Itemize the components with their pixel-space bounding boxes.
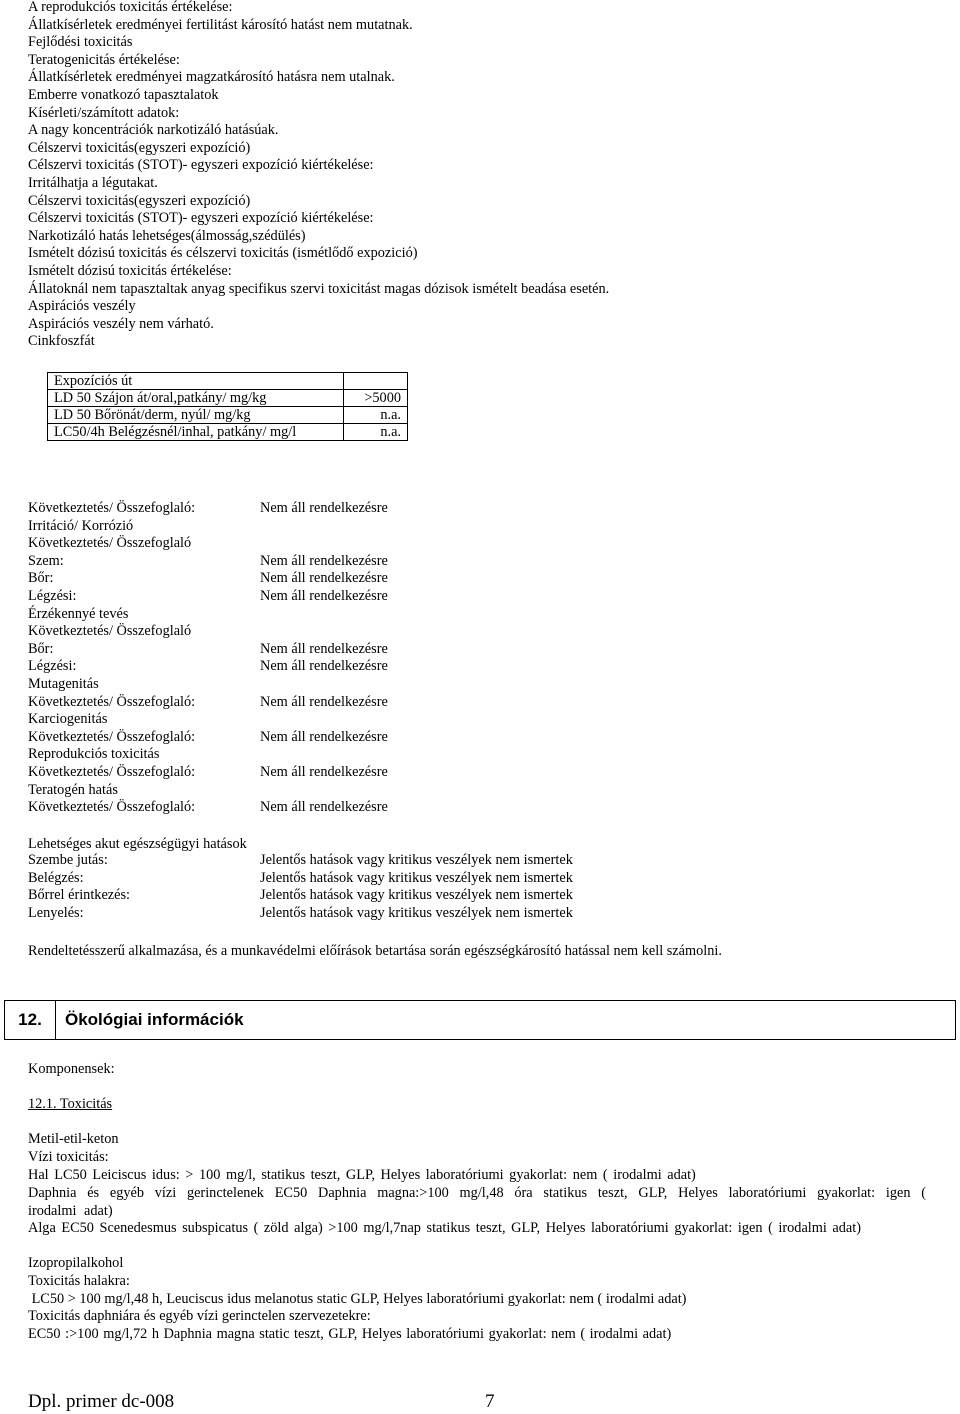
- text-line: Emberre vonatkozó tapasztalatok: [28, 86, 219, 103]
- acute-effects-title: Lehetséges akut egészségügyi hatások: [28, 836, 247, 852]
- acute-effects-values: [260, 852, 573, 922]
- mek-alga: Alga EC50 Scenedesmus subspicatus ( zöld alga) >100 mg/l,7nap statikus teszt, GLP, Helyes laboratóriumi gyakorlat: igen ( irodalmi adat): [28, 1220, 862, 1236]
- text-line: Cinkfoszfát: [28, 333, 95, 350]
- acute-effect-label: Lenyelés:: [28, 904, 84, 921]
- acute-effect-label: Szembe jutás:: [28, 852, 108, 868]
- exposure-route: LC50/4h Belégzésnél/inhal, patkány/ mg/l: [48, 424, 344, 441]
- acute-effect-value: Jelentős hatások vagy kritikus veszélyek nem ismertek: [260, 887, 573, 904]
- conclusion-value: Nem áll rendelkezésre: [260, 658, 388, 675]
- conclusion-label: Következtetés/ Összefoglaló: [28, 535, 192, 552]
- section-number: 12.: [5, 1001, 56, 1039]
- conclusion-value: Nem áll rendelkezésre: [260, 763, 388, 780]
- section-header: [4, 1000, 956, 1040]
- conclusion-label: Irritáció/ Korrózió: [28, 517, 134, 534]
- conclusions-values: [260, 500, 388, 817]
- conclusion-value: Nem áll rendelkezésre: [260, 799, 388, 816]
- ipa-fish: LC50 > 100 mg/l,48 h, Leuciscus idus melanotus static GLP, Helyes laboratóriumi gyakorlat: nem ( irodalmi adat): [28, 1291, 687, 1307]
- conclusion-label: Bőr:: [28, 640, 54, 657]
- mek-fish: Hal LC50 Leiciscus idus: > 100 mg/l, statikus teszt, GLP, Helyes laboratóriumi gyakorlat: nem ( irodalmi adat): [28, 1167, 696, 1183]
- text-line: Állatkísérletek eredményei fertilitást károsító hatást nem mutatnak.: [28, 16, 413, 33]
- text-line: Teratogenicitás értékelése:: [28, 51, 180, 68]
- text-line: Állatkísérletek eredményei magzatkárosító hatásra nem utalnak.: [28, 69, 395, 86]
- text-line: Narkotizáló hatás lehetséges(álmosság,szédülés): [28, 227, 306, 244]
- ipa-daphnia: EC50 :>100 mg/l,72 h Daphnia magna static teszt, GLP, Helyes laboratóriumi gyakorlat: nem ( irodalmi adat): [28, 1326, 672, 1342]
- conclusion-label: Bőr:: [28, 570, 54, 587]
- mek-name: Metil-etil-keton: [28, 1131, 119, 1147]
- conclusion-value: Nem áll rendelkezésre: [260, 570, 388, 587]
- mek-daphnia: Daphnia és egyéb vízi gerinctelenek EC50 Daphnia magna:>100 mg/l,48 óra statikus teszt, GLP, Helyes laboratóriumi gyakorlat: igen ( irodalmi adat): [28, 1185, 926, 1219]
- acute-effect-value: Jelentős hatások vagy kritikus veszélyek nem ismertek: [260, 904, 573, 921]
- text-line: Célszervi toxicitás(egyszeri expozíció): [28, 192, 251, 209]
- subsection-title: 12.1. Toxicitás: [28, 1096, 113, 1112]
- text-line: A reprodukciós toxicitás értékelése:: [28, 0, 233, 15]
- conclusion-label: Légzési:: [28, 658, 77, 675]
- conclusion-value: Nem áll rendelkezésre: [260, 552, 388, 569]
- conclusion-value: [260, 711, 388, 729]
- text-line: Állatoknál nem tapasztaltak anyag specifikus szervi toxicitást magas dózisok ismételt beadása esetén.: [28, 280, 610, 297]
- conclusion-value: [260, 782, 388, 800]
- acute-effect-label: Belégzés:: [28, 869, 84, 886]
- exposure-header: Expozíciós út: [48, 373, 344, 390]
- exposure-header-value: [344, 373, 408, 390]
- exposure-value: >5000: [344, 390, 408, 407]
- acute-effects-labels: [28, 852, 130, 922]
- text-line: Aspirációs veszély nem várható.: [28, 315, 214, 332]
- exposure-route: LD 50 Bőrönát/derm, nyúl/ mg/kg: [48, 407, 344, 424]
- conclusion-label: Következtetés/ Összefoglaló: [28, 623, 192, 640]
- text-line: Kísérleti/számított adatok:: [28, 104, 180, 121]
- conclusion-label: Mutagenitás: [28, 675, 99, 692]
- ipa-fish-label: Toxicitás halakra:: [28, 1273, 130, 1289]
- conclusion-value: Nem áll rendelkezésre: [260, 500, 388, 516]
- conclusion-value: Nem áll rendelkezésre: [260, 587, 388, 604]
- conclusion-label: Következtetés/ Összefoglaló:: [28, 799, 196, 816]
- conclusion-label: Következtetés/ Összefoglaló:: [28, 500, 196, 516]
- conclusion-label: Érzékennyé tevés: [28, 605, 129, 622]
- conclusion-value: [260, 535, 388, 553]
- conclusion-value: [260, 676, 388, 694]
- conclusion-value: Nem áll rendelkezésre: [260, 693, 388, 710]
- exposure-route: LD 50 Szájon át/oral,patkány/ mg/kg: [48, 390, 344, 407]
- conclusion-label: Következtetés/ Összefoglaló:: [28, 763, 196, 780]
- text-line: Ismételt dózisú toxicitás és célszervi toxicitás (ismétlődő expozició): [28, 245, 418, 262]
- text-line: A nagy koncentrációk narkotizáló hatásúak.: [28, 122, 279, 139]
- exposure-table: [47, 372, 408, 441]
- section-title: Ökológiai információk: [65, 1010, 244, 1029]
- text-line: Fejlődési toxicitás: [28, 34, 133, 51]
- mek-aquatic-label: Vízi toxicitás:: [28, 1149, 109, 1165]
- footer-page-number: 7: [485, 1391, 495, 1412]
- conclusion-value: Nem áll rendelkezésre: [260, 728, 388, 745]
- conclusions-labels: [28, 500, 195, 817]
- text-line: Irritálhatja a légutakat.: [28, 174, 158, 191]
- use-note: Rendeltetésszerű alkalmazása, és a munkavédelmi előírások betartása során egészségkárosító hatással nem kell számolni.: [28, 943, 722, 959]
- conclusion-value: [260, 746, 388, 764]
- exposure-value: n.a.: [344, 424, 408, 441]
- conclusion-label: Reprodukciós toxicitás: [28, 746, 160, 763]
- text-line: Célszervi toxicitás (STOT)- egyszeri expozíció kiértékelése:: [28, 157, 374, 174]
- conclusion-value: [260, 623, 388, 641]
- conclusion-label: Következtetés/ Összefoglaló:: [28, 728, 196, 745]
- conclusion-label: Következtetés/ Összefoglaló:: [28, 693, 196, 710]
- conclusion-value: [260, 606, 388, 624]
- conclusion-value: [260, 518, 388, 536]
- text-line: Aspirációs veszély: [28, 298, 136, 315]
- ipa-name: Izopropilalkohol: [28, 1255, 124, 1271]
- acute-effect-value: Jelentős hatások vagy kritikus veszélyek nem ismertek: [260, 852, 573, 868]
- conclusion-label: Teratogén hatás: [28, 781, 118, 798]
- acute-effect-value: Jelentős hatások vagy kritikus veszélyek nem ismertek: [260, 869, 573, 886]
- conclusion-label: Légzési:: [28, 587, 77, 604]
- text-line: Ismételt dózisú toxicitás értékelése:: [28, 262, 232, 279]
- acute-effect-label: Bőrrel érintkezés:: [28, 887, 131, 904]
- conclusion-value: Nem áll rendelkezésre: [260, 640, 388, 657]
- components-label: Komponensek:: [28, 1061, 115, 1077]
- conclusion-label: Szem:: [28, 552, 64, 569]
- top-text-block: [28, 0, 609, 351]
- ipa-daphnia-label: Toxicitás daphniára és egyéb vízi gerinctelen szervezetekre:: [28, 1308, 371, 1324]
- footer-doc-id: Dpl. primer dc-008: [28, 1391, 175, 1412]
- text-line: Célszervi toxicitás (STOT)- egyszeri expozíció kiértékelése:: [28, 210, 374, 227]
- conclusion-label: Karciogenitás: [28, 711, 108, 728]
- text-line: Célszervi toxicitás(egyszeri expozíció): [28, 139, 251, 156]
- exposure-value: n.a.: [344, 407, 408, 424]
